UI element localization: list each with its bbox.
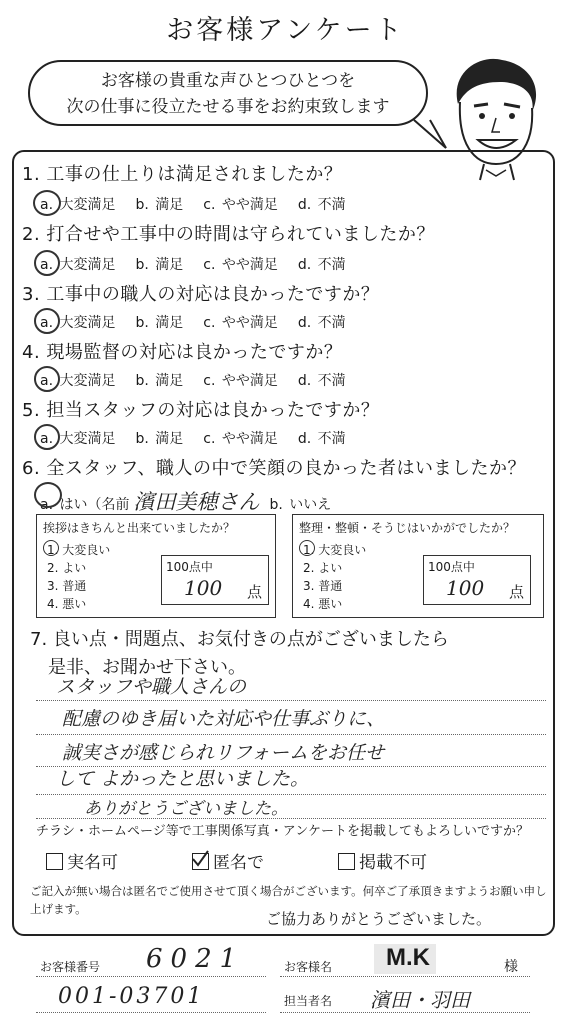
disclaimer-note: ご記入が無い場合は匿名でご使用させて頂く場合がございます。何卒ご了承頂きますようお願い申し上げます。 <box>30 884 547 916</box>
question-5: 5. 担当スタッフの対応は良かったですか？ <box>22 400 380 421</box>
option-c[interactable]: c. やや満足 <box>203 197 278 213</box>
greeting-score-box <box>161 555 269 605</box>
question-7-line-2: 是非、お聞かせ下さい。 <box>48 657 246 678</box>
option-d[interactable]: d. 不満 <box>297 373 346 389</box>
comment-rule <box>36 700 546 701</box>
option-c[interactable]: c. やや満足 <box>203 373 278 389</box>
question-6-options <box>40 486 351 516</box>
option-a[interactable]: a. 大変満足 <box>40 257 116 273</box>
greeting-item-1[interactable]: 1. 大変良い <box>47 543 111 557</box>
tidy-score-label: 100点中 <box>428 560 475 574</box>
q6-no-option[interactable]: b. いいえ <box>269 497 332 513</box>
tidy-score-box <box>423 555 531 605</box>
greeting-score-unit: 点 <box>246 583 262 601</box>
customer-number-rule <box>36 976 266 977</box>
option-b[interactable]: b. 満足 <box>135 197 184 213</box>
bubble-line-1: お客様の貴重な声ひとつひとつを <box>100 71 356 91</box>
page-title: お客様アンケート <box>166 15 405 46</box>
customer-name-rule <box>280 976 530 977</box>
question-1: 1. 工事の仕上りは満足されましたか？ <box>22 164 343 185</box>
comment-line-3: 誠実さが感じられリフォームをお任せ <box>62 742 385 764</box>
option-a[interactable]: a. 大変満足 <box>40 315 116 331</box>
option-a[interactable]: a. 大変満足 <box>40 431 116 447</box>
question-3-options <box>40 312 366 332</box>
anonymous-checkbox[interactable] <box>192 853 209 870</box>
customer-code-rule <box>36 1012 266 1013</box>
greeting-answer-circle <box>43 540 59 556</box>
permission-no-publish[interactable] <box>338 848 427 873</box>
option-d[interactable]: d. 不満 <box>297 431 346 447</box>
real-name-checkbox[interactable] <box>46 853 63 870</box>
answer-circle-q2 <box>34 250 60 276</box>
customer-name-value: M.K <box>386 944 430 971</box>
tidy-score-unit: 点 <box>508 583 524 601</box>
staff-rule <box>280 1012 530 1013</box>
customer-code-value: 001-03701 <box>58 984 205 1009</box>
answer-circle-q1 <box>33 190 61 216</box>
comment-line-2: 配慮のゆき届いた対応や仕事ぶりに、 <box>62 708 386 730</box>
tidy-box <box>292 514 544 618</box>
check-mark-icon <box>191 850 209 868</box>
option-a[interactable]: a. 大変満足 <box>40 197 116 213</box>
tidy-item-2[interactable]: 2. よい <box>303 561 343 575</box>
comment-line-4: して よかったと思いました。 <box>56 768 310 790</box>
greeting-score-label: 100点中 <box>166 560 213 574</box>
honorific: 様 <box>504 959 518 975</box>
question-4: 4. 現場監督の対応は良かったですか？ <box>22 342 343 363</box>
permission-real-name[interactable] <box>46 848 118 873</box>
comment-rule <box>36 734 546 735</box>
tidy-item-3[interactable]: 3. 普通 <box>303 579 343 593</box>
thanks-message: ご協力ありがとうございました。 <box>266 910 492 928</box>
q6-handwritten-name: 濱田美穂さん <box>133 490 260 514</box>
greeting-item-4[interactable]: 4. 悪い <box>47 597 87 611</box>
question-4-options <box>40 370 366 390</box>
no-publish-label: 掲載不可 <box>359 853 427 873</box>
permission-anonymous[interactable] <box>192 848 264 873</box>
answer-circle-q3 <box>34 308 60 334</box>
option-d[interactable]: d. 不満 <box>297 257 346 273</box>
question-3: 3. 工事中の職人の対応は良かったですか？ <box>22 284 380 305</box>
comment-rule <box>36 818 546 819</box>
option-a[interactable]: a. 大変満足 <box>40 373 116 389</box>
bubble-line-2: 次の仕事に役立たせる事をお約束致します <box>66 97 390 117</box>
staff-label: 担当者名 <box>284 994 333 1008</box>
question-7-line-1: 7. 良い点・問題点、お気付きの点がございましたら <box>30 629 449 650</box>
option-d[interactable]: d. 不満 <box>297 315 346 331</box>
question-2: 2. 打合せや工事中の時間は守られていましたか？ <box>22 224 435 245</box>
question-1-options <box>40 194 366 214</box>
tidy-box-heading: 整理・整頓・そうじはいかがでしたか？ <box>299 521 516 535</box>
staff-names-value: 濱田・羽田 <box>370 988 470 1012</box>
answer-circle-q6 <box>34 482 62 508</box>
greeting-box <box>36 514 276 618</box>
option-b[interactable]: b. 満足 <box>135 431 184 447</box>
answer-circle-q4 <box>34 366 60 392</box>
option-c[interactable]: c. やや満足 <box>203 431 278 447</box>
answer-circle-q5 <box>34 424 60 450</box>
question-5-options <box>40 428 366 448</box>
tidy-item-4[interactable]: 4. 悪い <box>303 597 343 611</box>
comment-line-5: ありがとうございました。 <box>84 799 288 819</box>
customer-name-label: お客様名 <box>284 960 333 974</box>
question-6: 6. 全スタッフ、職人の中で笑顔の良かった者はいましたか？ <box>22 458 526 479</box>
greeting-item-3[interactable]: 3. 普通 <box>47 579 87 593</box>
greeting-score-value: 100 <box>184 576 223 600</box>
greeting-box-heading: 挨拶はきちんと出来ていましたか？ <box>43 521 236 535</box>
tidy-score-value: 100 <box>446 576 485 600</box>
q6-yes-option[interactable]: a. はい（名前 <box>40 497 130 513</box>
comment-line-1: スタッフや職人さんの <box>56 676 247 698</box>
customer-number-label: お客様番号 <box>40 960 101 974</box>
tidy-answer-circle <box>299 540 315 556</box>
question-2-options <box>40 254 366 274</box>
option-b[interactable]: b. 満足 <box>135 257 184 273</box>
option-b[interactable]: b. 満足 <box>135 315 184 331</box>
option-c[interactable]: c. やや満足 <box>203 315 278 331</box>
customer-number-value: 6021 <box>146 944 245 974</box>
tidy-item-1[interactable]: 1. 大変良い <box>303 543 367 557</box>
greeting-item-2[interactable]: 2. よい <box>47 561 87 575</box>
no-publish-checkbox[interactable] <box>338 853 355 870</box>
speech-bubble <box>28 60 428 126</box>
permission-question: チラシ・ホームページ等で工事関係写真・アンケートを掲載してもよろしいですか？ <box>36 824 529 839</box>
option-b[interactable]: b. 満足 <box>135 373 184 389</box>
option-c[interactable]: c. やや満足 <box>203 257 278 273</box>
option-d[interactable]: d. 不満 <box>297 197 346 213</box>
real-name-label: 実名可 <box>67 853 118 873</box>
anonymous-label: 匿名で <box>213 853 264 873</box>
